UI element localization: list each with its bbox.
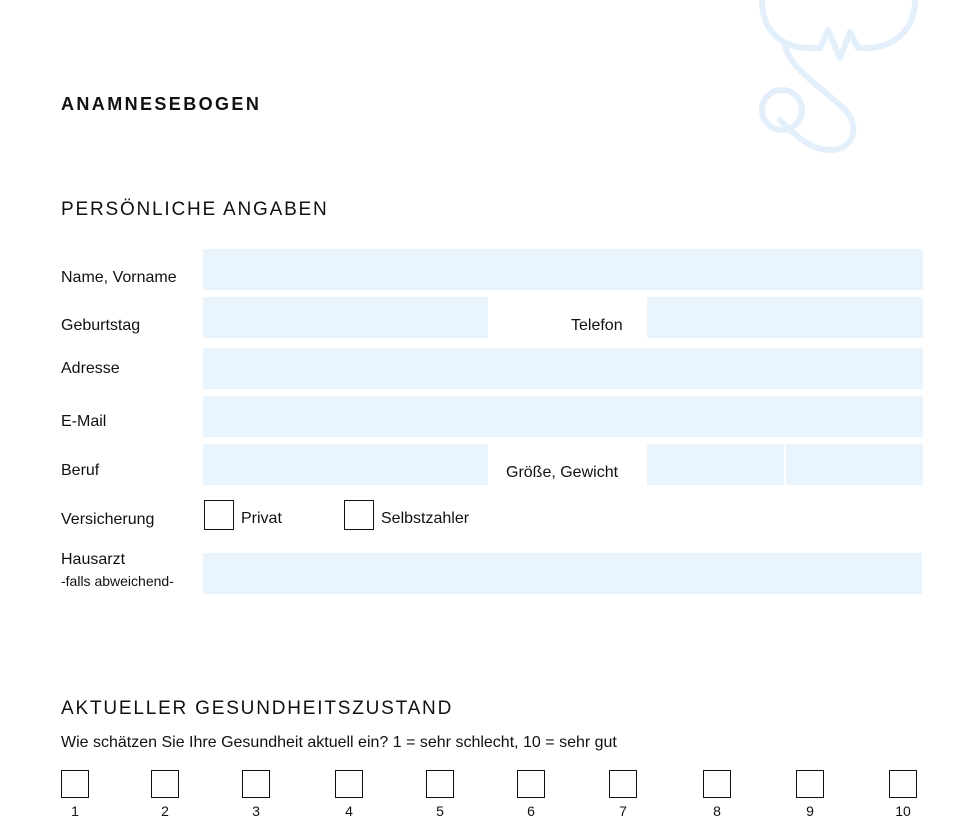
email-label: E-Mail [61, 413, 107, 430]
health-scale-checkbox-8[interactable] [703, 770, 731, 798]
birthday-field[interactable] [203, 297, 488, 338]
stethoscope-icon [750, 0, 930, 160]
health-scale-label-6: 6 [527, 803, 535, 819]
job-field[interactable] [203, 444, 488, 485]
doctor-field[interactable] [203, 553, 922, 594]
health-scale-checkbox-10[interactable] [889, 770, 917, 798]
insurance-selfpay-label: Selbstzahler [381, 510, 470, 527]
doctor-sublabel: -falls abweichend- [61, 573, 174, 589]
name-label: Name, Vorname [61, 269, 177, 286]
job-label: Beruf [61, 462, 100, 479]
health-scale-checkbox-6[interactable] [517, 770, 545, 798]
document-title: ANAMNESEBOGEN [61, 94, 262, 114]
doctor-label: Hausarzt [61, 551, 126, 568]
health-scale-label-8: 8 [713, 803, 721, 819]
health-scale-label-2: 2 [161, 803, 169, 819]
name-field[interactable] [203, 249, 923, 290]
health-scale-checkbox-7[interactable] [609, 770, 637, 798]
health-scale-checkbox-5[interactable] [426, 770, 454, 798]
health-scale-checkbox-4[interactable] [335, 770, 363, 798]
phone-field[interactable] [647, 297, 923, 338]
health-scale-checkbox-9[interactable] [796, 770, 824, 798]
health-scale-label-5: 5 [436, 803, 444, 819]
address-label: Adresse [61, 360, 120, 377]
email-field[interactable] [203, 396, 923, 437]
health-scale-label-3: 3 [252, 803, 260, 819]
insurance-selfpay-checkbox[interactable] [344, 500, 374, 530]
health-scale-label-10: 10 [895, 803, 911, 819]
size-weight-label: Größe, Gewicht [506, 464, 619, 481]
personal-section-heading: PERSÖNLICHE ANGABEN [61, 199, 329, 220]
size-field[interactable] [647, 444, 784, 485]
health-scale-checkbox-1[interactable] [61, 770, 89, 798]
weight-field[interactable] [786, 444, 923, 485]
health-scale-label-9: 9 [806, 803, 814, 819]
insurance-label: Versicherung [61, 511, 155, 528]
phone-label: Telefon [571, 317, 623, 334]
birthday-label: Geburtstag [61, 317, 141, 334]
insurance-private-checkbox[interactable] [204, 500, 234, 530]
health-question: Wie schätzen Sie Ihre Gesundheit aktuell ein? 1 = sehr schlecht, 10 = sehr gut [61, 734, 617, 751]
health-section-heading: AKTUELLER GESUNDHEITSZUSTAND [61, 698, 454, 719]
health-scale-checkbox-2[interactable] [151, 770, 179, 798]
health-scale-label-1: 1 [71, 803, 79, 819]
health-scale-checkbox-3[interactable] [242, 770, 270, 798]
health-scale-label-4: 4 [345, 803, 353, 819]
health-scale-label-7: 7 [619, 803, 627, 819]
address-field[interactable] [203, 348, 923, 389]
insurance-private-label: Privat [241, 510, 282, 527]
